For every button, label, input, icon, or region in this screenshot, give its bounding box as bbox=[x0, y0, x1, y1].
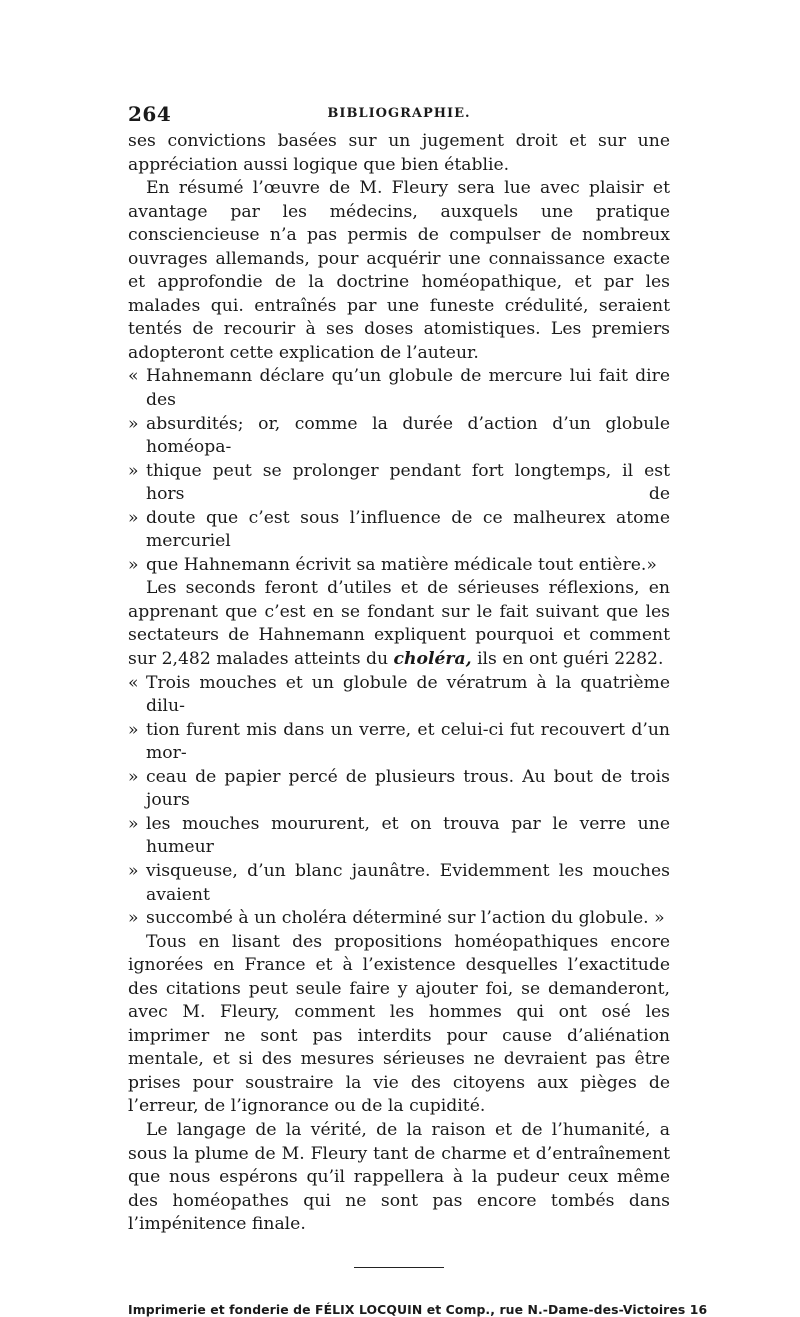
quote-text: ceau de papier percé de plusieurs trous. Au bout de trois jours bbox=[146, 766, 670, 811]
quote-line bbox=[128, 460, 670, 507]
quote-mark: « bbox=[128, 366, 139, 387]
quote-text: succombé à un choléra déterminé sur l’action du globule. » bbox=[146, 908, 665, 929]
running-title: BIBLIOGRAPHIE. bbox=[327, 106, 471, 121]
paragraph-cholera-end: ils en ont guéri 2282. bbox=[477, 649, 664, 670]
quote-flies bbox=[128, 672, 670, 931]
running-head bbox=[128, 96, 670, 128]
quote-mark: » bbox=[128, 460, 139, 481]
paragraph-propositions: Tous en lisant des propositions homéopathiques encore ignorées en France et à l’existence desquelles l’exactitude des citations peut seule faire y ajouter foi, se demanderont, avec M. Fleury, comment les hommes qui ont osé les imprimer ne sont pas interdits pour cause d’aliénation mentale, et si des mesures sérieuses ne devraient pas être prises pour soustraire la vie des citoyens aux pièges de l’erreur, de l’ignorance ou de la cupidité. bbox=[128, 931, 670, 1117]
quote-mark: » bbox=[128, 554, 139, 575]
paragraph-summary: En résumé l’œuvre de M. Fleury sera lue avec plaisir et avantage par les médecins, auxquels une pratique consciencieuse n’a pas permis de compulser de nombreux ouvrages allemands, pour acquérir une connaissance exacte et approfondie de la doctrine homéopathique, et par les malades qui. entraînés par une funeste crédulité, seraient tentés de recourir à ses doses atomistiques. Les premiers adopteront cette explication de l’auteur. bbox=[128, 178, 670, 363]
quote-mark: « bbox=[128, 672, 139, 693]
printer-imprint: Imprimerie et fonderie de FÉLIX LOCQUIN et Comp., rue N.-Dame-des-Victoires 16 bbox=[128, 1301, 708, 1317]
quote-text: tion furent mis dans un verre, et celui-ci fut recouvert d’un mor- bbox=[146, 719, 670, 764]
quote-mark: » bbox=[128, 908, 139, 929]
quote-mercury bbox=[128, 365, 670, 577]
cholera-italic: choléra, bbox=[393, 649, 472, 670]
quote-text: que Hahnemann écrivit sa matière médicale tout entière.» bbox=[146, 554, 657, 575]
quote-mark: » bbox=[128, 813, 139, 834]
quote-text: thique peut se prolonger pendant fort longtemps, il est hors de bbox=[146, 460, 670, 505]
page-number: 264 bbox=[128, 102, 172, 126]
paragraph-conclusion: Le langage de la vérité, de la raison et de l’humanité, a sous la plume de M. Fleury tant de charme et d’entraînement que nous espérons qu’il rappellera à la pudeur ceux même des homéopathes qui ne sont pas encore tombés dans l’impénitence finale. bbox=[128, 1119, 670, 1235]
quote-line bbox=[128, 672, 670, 719]
quote-mark: » bbox=[128, 507, 139, 528]
quote-text: Hahnemann déclare qu’un globule de mercure lui fait dire des bbox=[146, 366, 670, 411]
quote-text: visqueuse, d’un blanc jaunâtre. Evidemment les mouches avaient bbox=[146, 860, 670, 905]
quote-line bbox=[128, 813, 670, 860]
quote-text: Trois mouches et un globule de vératrum à la quatrième dilu- bbox=[146, 672, 670, 717]
quote-mark: » bbox=[128, 719, 139, 740]
paragraph-continuation: ses convictions basées sur un jugement droit et sur une appréciation aussi logique que bien établie. bbox=[128, 131, 670, 175]
quote-line bbox=[128, 507, 670, 554]
quote-line bbox=[128, 907, 670, 931]
quote-line bbox=[128, 860, 670, 907]
paragraph-cholera-start: Les seconds feront d’utiles et de sérieuses réflexions, en apprenant que c’est en se fondant sur le fait suivant que les sectateurs de Hahnemann expliquent pourquoi et comment sur 2,482 malades atteints du bbox=[128, 578, 670, 670]
section-rule bbox=[354, 1267, 444, 1268]
book-page bbox=[128, 96, 708, 1317]
quote-text: doute que c’est sous l’influence de ce malheurex atome mercuriel bbox=[146, 507, 670, 552]
quote-line bbox=[128, 719, 670, 766]
quote-line bbox=[128, 413, 670, 460]
body-text bbox=[128, 130, 670, 1237]
quote-text: les mouches moururent, et on trouva par le verre une humeur bbox=[146, 813, 670, 858]
quote-line bbox=[128, 554, 670, 578]
quote-mark: » bbox=[128, 860, 139, 881]
quote-mark: » bbox=[128, 766, 139, 787]
quote-text: absurdités; or, comme la durée d’action d’un globule homéopa- bbox=[146, 413, 670, 458]
quote-line bbox=[128, 766, 670, 813]
paragraph-cholera bbox=[128, 577, 670, 671]
quote-mark: » bbox=[128, 413, 139, 434]
quote-line bbox=[128, 365, 670, 412]
